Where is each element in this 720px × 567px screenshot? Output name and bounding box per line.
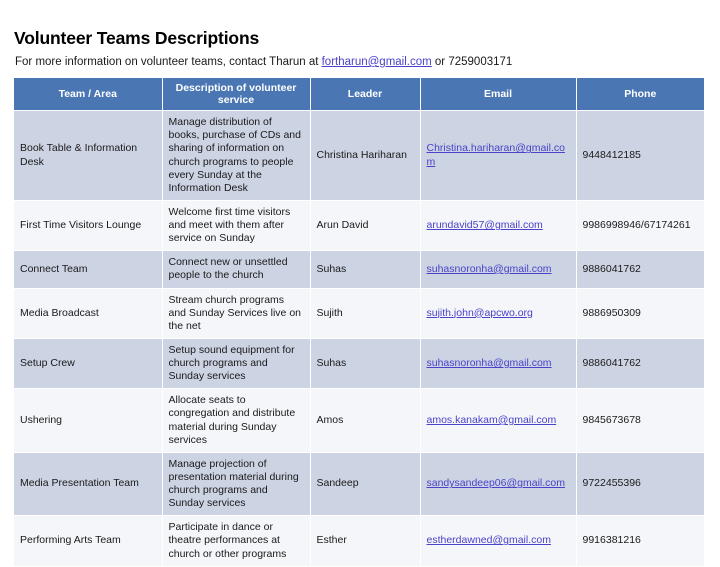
- cell-team: Connect Team: [14, 251, 162, 288]
- volunteer-teams-table: [14, 78, 704, 567]
- email-link[interactable]: arundavid57@gmail.com: [426, 219, 543, 231]
- email-link[interactable]: suhasnoronha@gmail.com: [426, 262, 552, 275]
- cell-description: Allocate seats to congregation and distribute material during Sunday services: [162, 389, 310, 453]
- cell-description: Welcome first time visitors and meet with them after service on Sunday: [162, 200, 310, 250]
- cell-leader: Amos: [310, 389, 420, 453]
- table-row: [14, 452, 704, 516]
- table-row: [14, 251, 704, 288]
- contact-info-line: [15, 56, 512, 68]
- column-header-phone: Phone: [576, 78, 704, 111]
- column-header-leader: Leader: [310, 78, 420, 111]
- email-link[interactable]: suhasnoronha@gmail.com: [426, 357, 552, 369]
- table-body: [14, 111, 704, 567]
- email-link[interactable]: sandysandeep06@gmail.com: [426, 477, 565, 490]
- cell-phone: 9916381216: [576, 516, 704, 566]
- email-link[interactable]: estherdawned@gmail.com: [426, 534, 551, 547]
- cell-email: [420, 516, 576, 566]
- cell-team: Ushering: [14, 389, 162, 453]
- contact-info-prefix: For more information on volunteer teams, contact Tharun at: [15, 56, 322, 68]
- cell-email: [420, 452, 576, 516]
- cell-team: Media Presentation Team: [14, 452, 162, 516]
- cell-email: [420, 200, 576, 250]
- cell-description: Manage projection of presentation material during church programs and Sunday services: [162, 452, 310, 516]
- cell-team: First Time Visitors Lounge: [14, 200, 162, 250]
- cell-phone: 9886041762: [576, 251, 704, 288]
- cell-email: [420, 288, 576, 338]
- cell-description: Connect new or unsettled people to the church: [162, 251, 310, 288]
- cell-description: Participate in dance or theatre performances at church or other programs: [162, 516, 310, 566]
- cell-team: Performing Arts Team: [14, 516, 162, 566]
- cell-description: Stream church programs and Sunday Services live on the net: [162, 288, 310, 338]
- cell-phone: 9886950309: [576, 288, 704, 338]
- cell-description: Setup sound equipment for church programs and Sunday services: [162, 338, 310, 388]
- cell-leader: Suhas: [310, 251, 420, 288]
- email-link[interactable]: amos.kanakam@gmail.com: [426, 413, 557, 426]
- column-header-email: Email: [420, 78, 576, 111]
- contact-info-suffix: or 7259003171: [431, 56, 513, 68]
- volunteer-teams-table-container: [14, 78, 704, 567]
- cell-phone: 9886041762: [576, 338, 704, 388]
- cell-description: Manage distribution of books, purchase of CDs and sharing of information on church programs to people every Sunday at the Information Desk: [162, 111, 310, 201]
- cell-phone: 9986998946/67174261: [576, 200, 704, 250]
- table-row: [14, 338, 704, 388]
- cell-leader: Esther: [310, 516, 420, 566]
- email-link[interactable]: Christina.hariharan@gmail.com: [426, 142, 565, 168]
- table-row: [14, 200, 704, 250]
- table-row: [14, 516, 704, 566]
- table-header-row: [14, 78, 704, 111]
- column-header-description: Description of volunteer service: [162, 78, 310, 111]
- cell-email: [420, 111, 576, 201]
- table-row: [14, 111, 704, 201]
- cell-phone: 9845673678: [576, 389, 704, 453]
- contact-email-link[interactable]: fortharun@gmail.com: [321, 56, 432, 68]
- cell-leader: Sandeep: [310, 452, 420, 516]
- cell-leader: Sujith: [310, 288, 420, 338]
- cell-email: [420, 338, 576, 388]
- page-title: Volunteer Teams Descriptions: [14, 28, 260, 48]
- cell-leader: Christina Hariharan: [310, 111, 420, 201]
- cell-email: [420, 389, 576, 453]
- cell-team: Setup Crew: [14, 338, 162, 388]
- email-link[interactable]: sujith.john@apcwo.org: [426, 306, 533, 319]
- cell-phone: 9722455396: [576, 452, 704, 516]
- table-header: [14, 78, 704, 111]
- cell-email: [420, 251, 576, 288]
- cell-leader: Arun David: [310, 200, 420, 250]
- cell-phone: 9448412185: [576, 111, 704, 201]
- table-row: [14, 389, 704, 453]
- cell-leader: Suhas: [310, 338, 420, 388]
- cell-team: Book Table & Information Desk: [14, 111, 162, 201]
- table-row: [14, 288, 704, 338]
- cell-team: Media Broadcast: [14, 288, 162, 338]
- column-header-team: Team / Area: [14, 78, 162, 111]
